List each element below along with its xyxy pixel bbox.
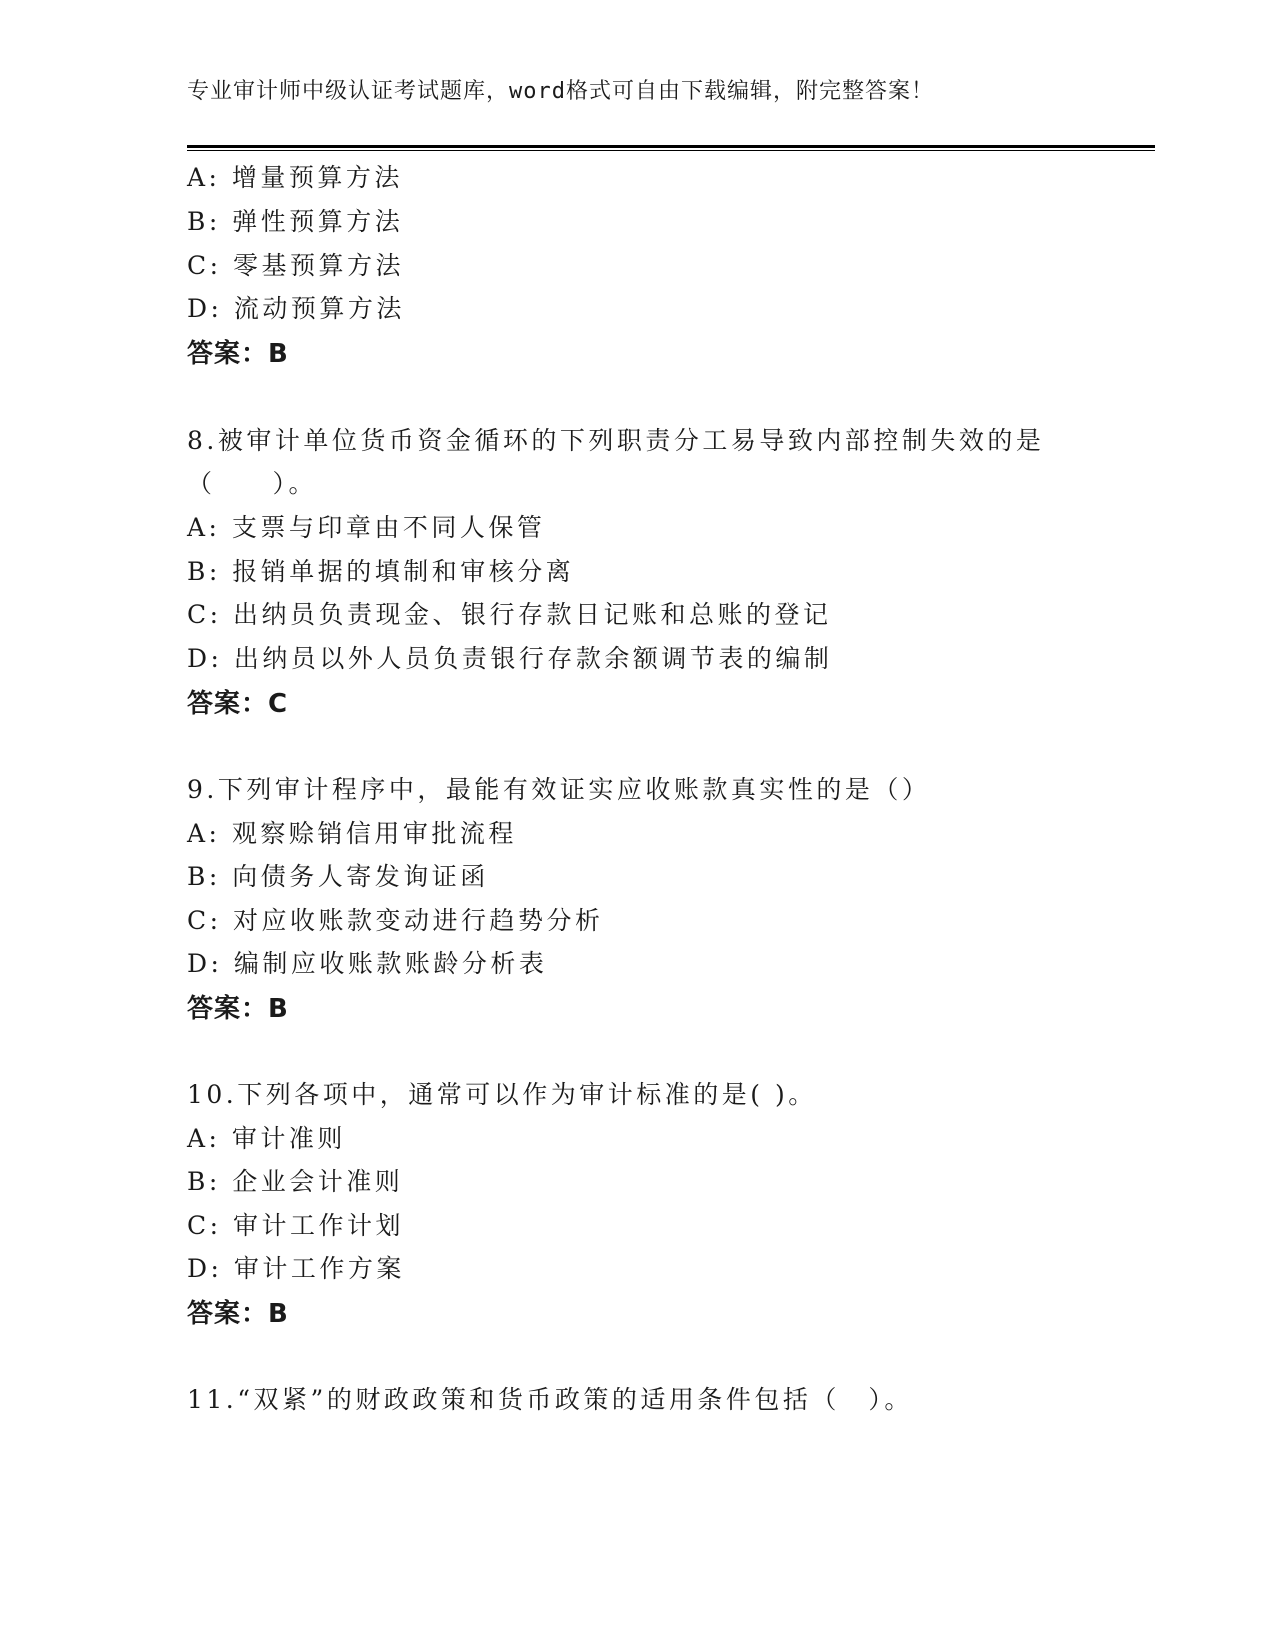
q9-answer: 答案：B [187, 994, 289, 1024]
q9-option-d: D: 编制应收账款账龄分析表 [187, 949, 548, 978]
q7-answer: 答案：B [187, 339, 289, 369]
q7-option-a: A: 增量预算方法 [187, 163, 403, 192]
q7-option-d: D: 流动预算方法 [187, 294, 405, 323]
q8-option-a: A: 支票与印章由不同人保管 [187, 513, 546, 542]
header-rule-thin [187, 150, 1155, 151]
q10-answer: 答案：B [187, 1299, 289, 1329]
q7-option-b: B: 弹性预算方法 [187, 207, 404, 236]
q8-option-d: D: 出纳员以外人员负责银行存款余额调节表的编制 [187, 644, 833, 673]
q11-question: 11.“双紧”的财政政策和货币政策的适用条件包括（ ）。 [187, 1385, 913, 1414]
q9-question: 9.下列审计程序中，最能有效证实应收账款真实性的是（） [187, 775, 931, 804]
q7-option-c: C: 零基预算方法 [187, 251, 404, 280]
header-rule-thick [187, 145, 1155, 148]
q9-option-a: A: 观察赊销信用审批流程 [187, 819, 517, 848]
q9-option-c: C: 对应收账款变动进行趋势分析 [187, 906, 604, 935]
q10-option-d: D: 审计工作方案 [187, 1254, 405, 1283]
q8-question-line2: （ ）。 [187, 469, 318, 498]
page-header: 专业审计师中级认证考试题库，word格式可自由下载编辑，附完整答案！ [187, 79, 934, 104]
q10-option-c: C: 审计工作计划 [187, 1211, 404, 1240]
q10-question: 10.下列各项中，通常可以作为审计标准的是( )。 [187, 1080, 817, 1109]
q9-option-b: B: 向债务人寄发询证函 [187, 862, 489, 891]
q10-option-a: A: 审计准则 [187, 1124, 346, 1153]
q10-option-b: B: 企业会计准则 [187, 1167, 404, 1196]
q8-option-c: C: 出纳员负责现金、银行存款日记账和总账的登记 [187, 600, 832, 629]
q8-answer: 答案：C [187, 689, 289, 719]
q8-question-line1: 8.被审计单位货币资金循环的下列职责分工易导致内部控制失效的是 [187, 426, 1045, 455]
q8-option-b: B: 报销单据的填制和审核分离 [187, 557, 575, 586]
